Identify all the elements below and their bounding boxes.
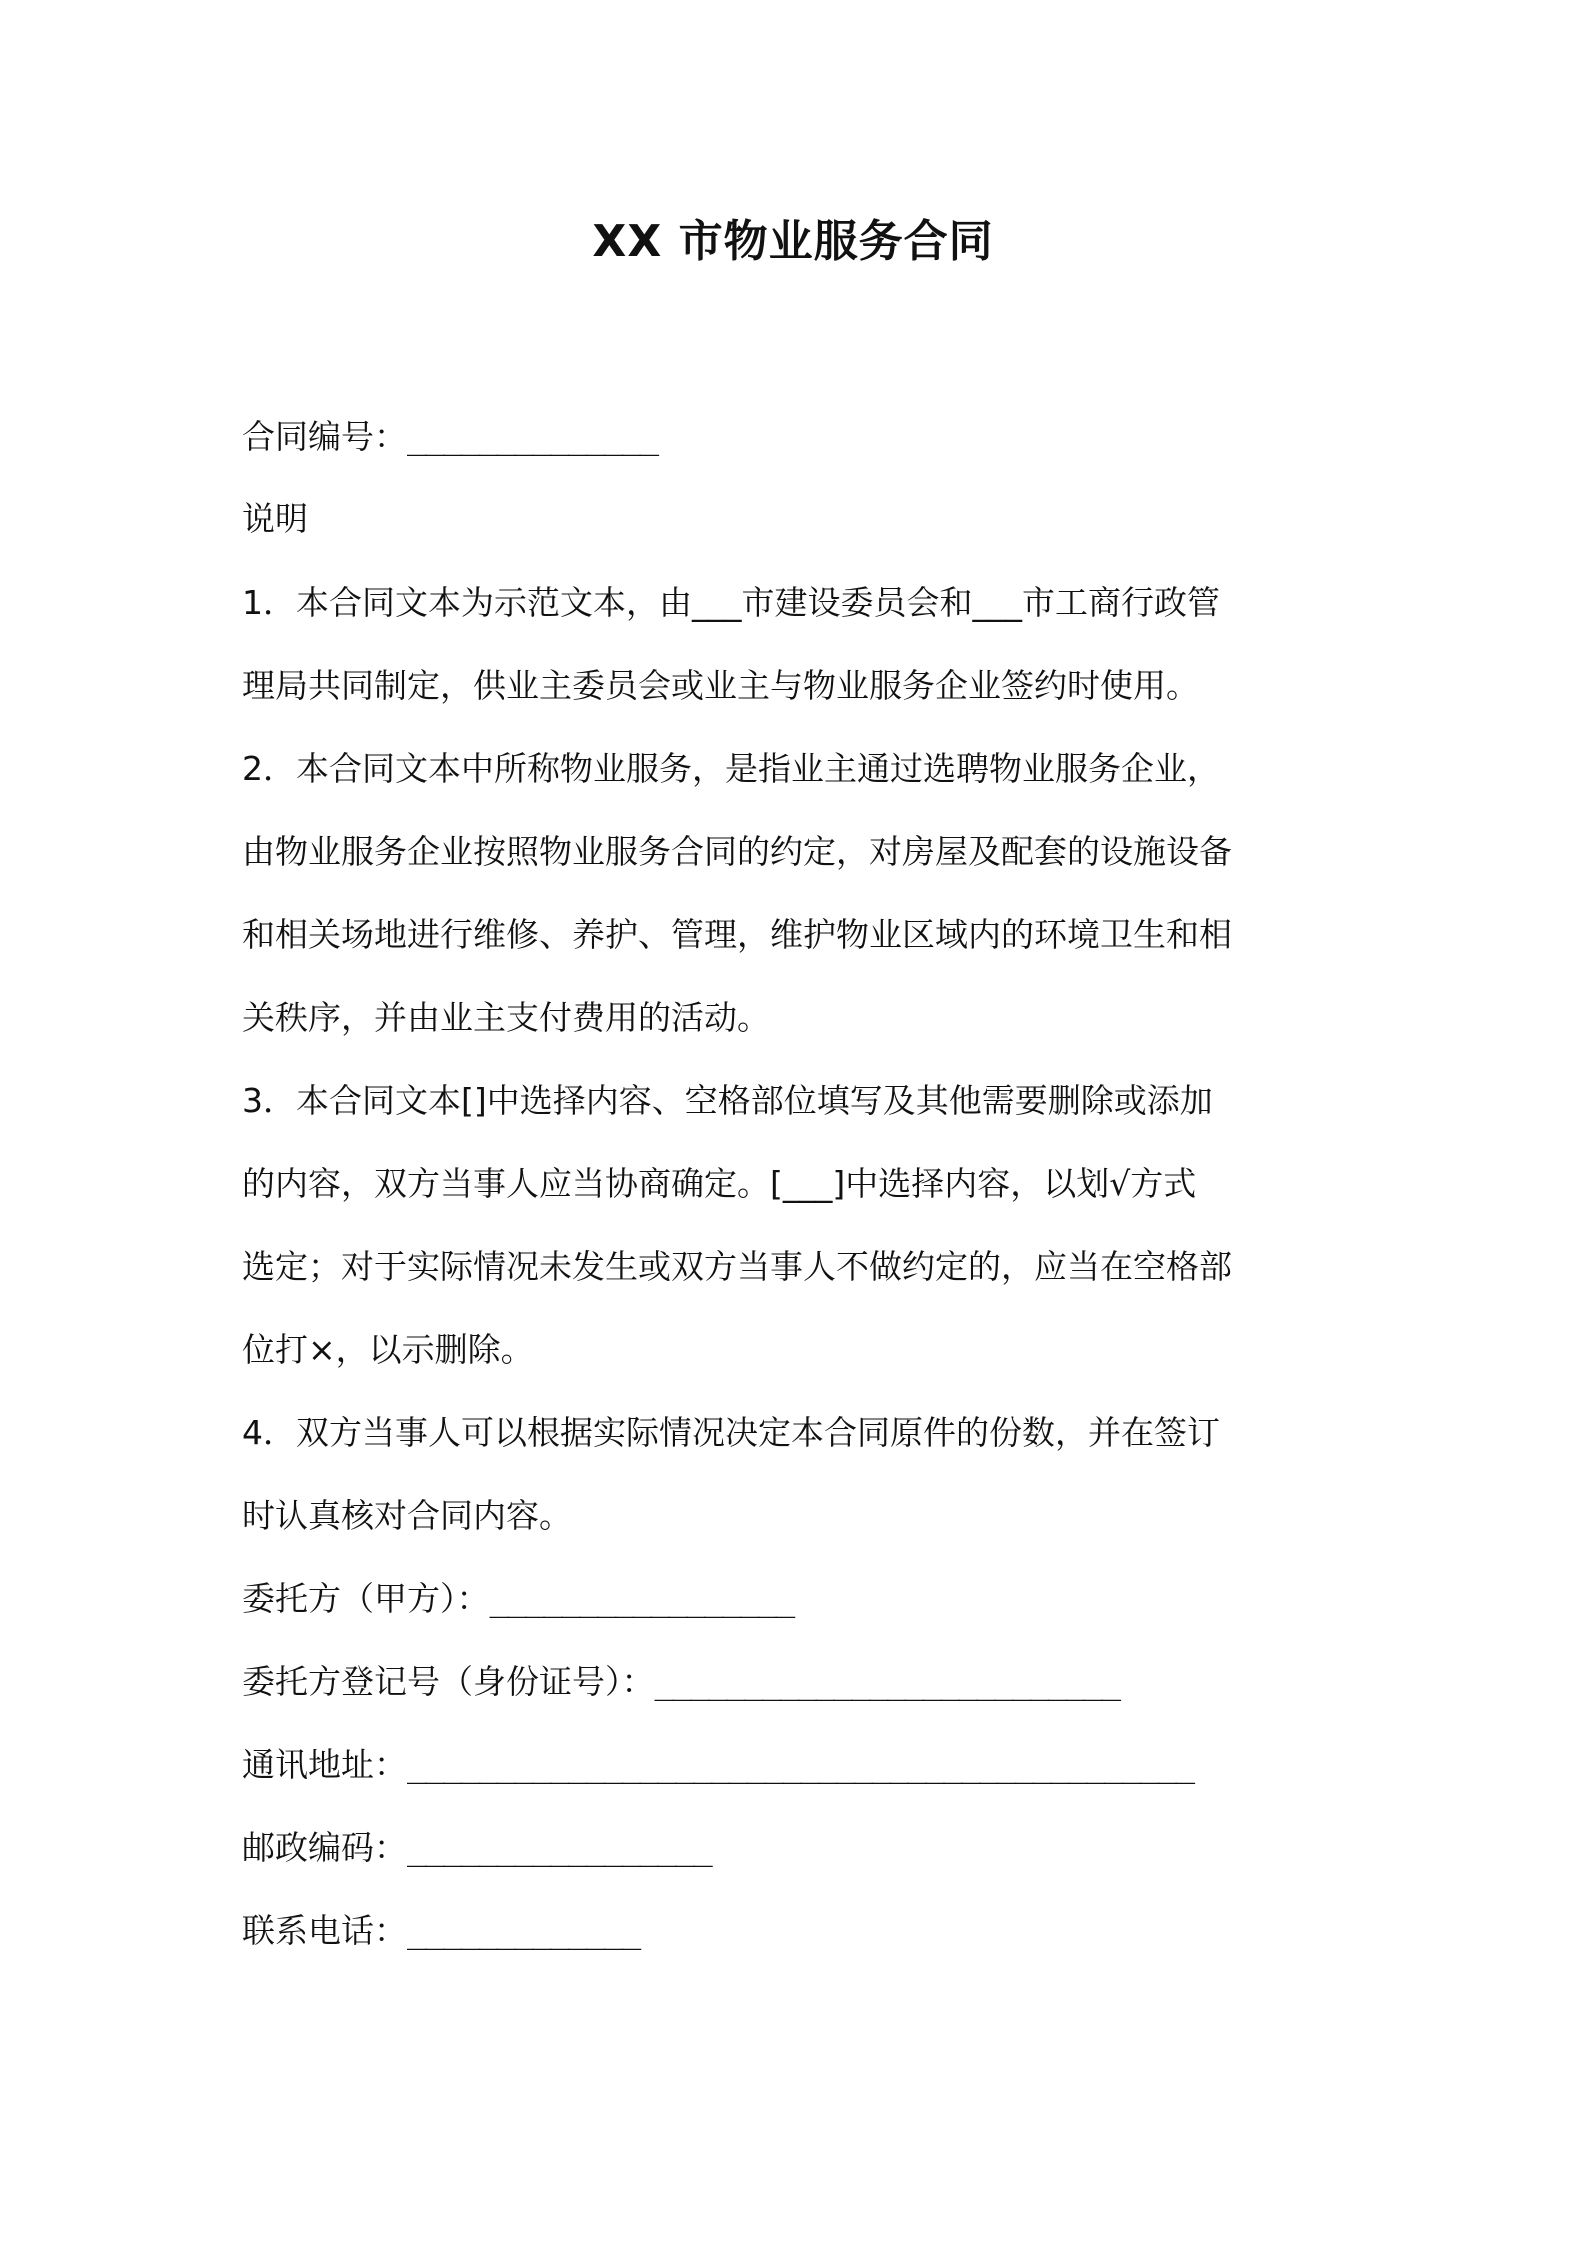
item-3-line-4: 位打×，以示删除。 [242, 1330, 534, 1369]
party-a-blank: _________________ [489, 1579, 794, 1618]
postal-code-label: 邮政编码： [242, 1828, 407, 1867]
party-a-id-row [242, 1657, 1119, 1707]
item-3-line-1: 3．本合同文本[]中选择内容、空格部位填写及其他需要删除或添加 [242, 1081, 1213, 1120]
party-a-id-label: 委托方登记号（身份证号）： [242, 1662, 655, 1701]
address-label: 通讯地址： [242, 1745, 407, 1784]
item-2-line-2: 由物业服务企业按照物业服务合同的约定，对房屋及配套的设施设备 [242, 832, 1232, 871]
item-1-line-2: 理局共同制定，供业主委员会或业主与物业服务企业签约时使用。 [242, 666, 1199, 705]
address-row [242, 1740, 1193, 1790]
item-2-line-3: 和相关场地进行维修、养护、管理，维护物业区域内的环境卫生和相 [242, 915, 1232, 954]
phone-row [242, 1906, 639, 1956]
item-4-line-2: 时认真核对合同内容。 [242, 1496, 572, 1535]
postal-code-row [242, 1823, 711, 1873]
contract-number-blank: ______________ [407, 417, 658, 456]
contract-number-row [242, 412, 657, 462]
contract-number-label: 合同编号： [242, 417, 407, 456]
item-3-line-3: 选定；对于实际情况未发生或双方当事人不做约定的，应当在空格部 [242, 1247, 1232, 1286]
address-blank: ____________________________________________ [407, 1745, 1194, 1784]
document-title: XX 市物业服务合同 [592, 216, 994, 267]
item-4-line-1: 4．双方当事人可以根据实际情况决定本合同原件的份数，并在签订 [242, 1413, 1220, 1452]
explanation-heading: 说明 [242, 499, 308, 538]
party-a-label: 委托方（甲方）： [242, 1579, 490, 1618]
postal-code-blank: _________________ [407, 1828, 711, 1867]
party-a-row [242, 1574, 793, 1624]
item-2-line-1: 2．本合同文本中所称物业服务，是指业主通过选聘物业服务企业， [242, 749, 1220, 788]
item-2-line-4: 关秩序，并由业主支付费用的活动。 [242, 998, 770, 1037]
item-3-line-2: 的内容，双方当事人应当协商确定。[___]中选择内容，以划√方式 [242, 1164, 1197, 1203]
item-1-line-1: 1．本合同文本为示范文本，由___市建设委员会和___市工商行政管 [242, 583, 1220, 622]
party-a-id-blank: __________________________ [654, 1662, 1120, 1701]
phone-blank: _____________ [407, 1911, 640, 1950]
phone-label: 联系电话： [242, 1911, 407, 1950]
